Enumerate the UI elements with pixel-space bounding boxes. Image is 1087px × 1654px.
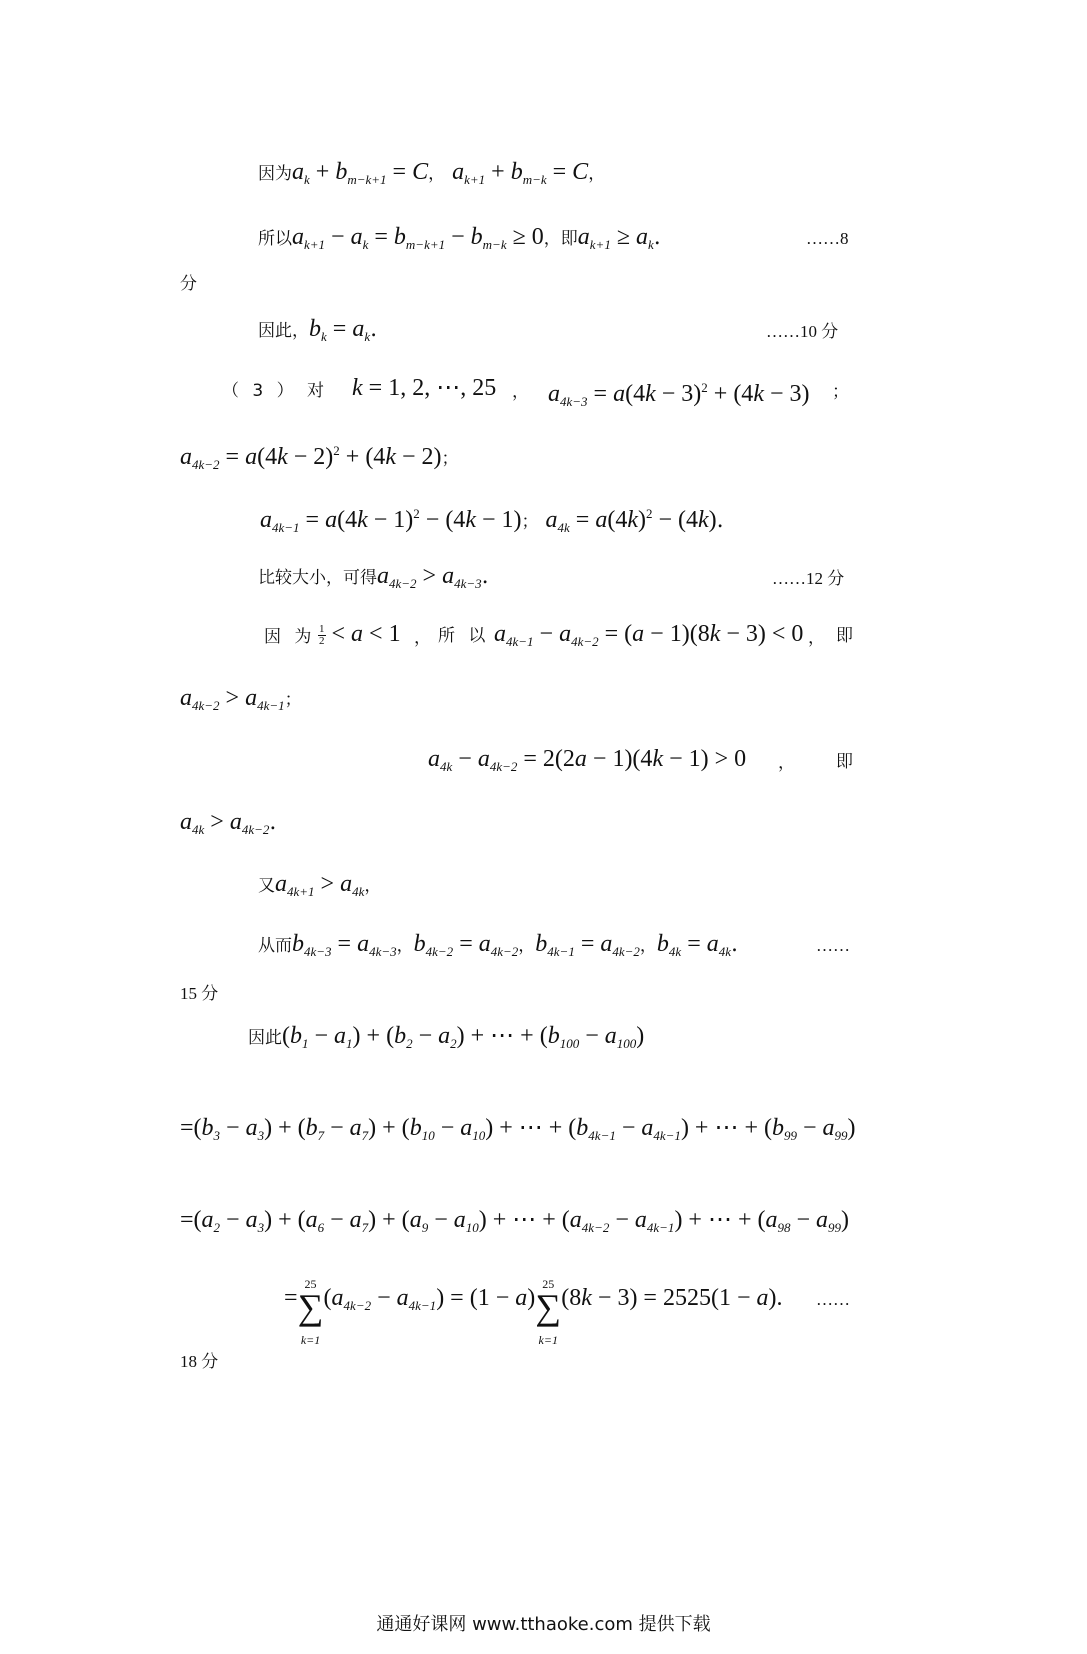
score-8: ……8 xyxy=(806,229,849,248)
footer-text: 通通好课网 www.tthaoke.com 提供下载 xyxy=(376,1614,711,1635)
formula-21: $b_{4k} = a_{4k}$ xyxy=(656,931,732,959)
formula-1: $a_k + b_{m-k+1} = C$ xyxy=(292,159,429,187)
formula-8: $a_{4k-2} = a(4k - 2)^2 + (4k - 2)$ xyxy=(180,443,442,472)
text-ie-2: 即 xyxy=(836,626,853,646)
text-because-2: 因 为 xyxy=(264,627,316,647)
formula-25: = 25 ∑ k=1 $(a_{4k-2} - a_{4k-1}) = (1 - a)$ 25 ∑ k=1 (8k − 3) = 2525(1 − a). xyxy=(284,1277,783,1347)
line-9: $a_{4k-2} > a_{4k-1}$； xyxy=(180,685,302,713)
formula-10: $a_{4k} = a(4k)^2 - (4k)$ xyxy=(545,506,717,535)
text-part3: （ 3 ） 对 xyxy=(222,381,329,401)
text-also: 又 xyxy=(258,876,275,896)
line-6: $a_{4k-1} = a(4k - 1)^2 - (4k - 1)$； $a_{4k} = a(4k)^2 - (4k)$. xyxy=(260,506,724,535)
line-13: 从而$b_{4k-3} = a_{4k-3}$，$b_{4k-2} = a_{4k-2}$，$b_{4k-1} = a_{4k-2}$，$b_{4k} = a_{4k}$. xyxy=(258,931,739,959)
line-12: 又$a_{4k+1} > a_{4k}$， xyxy=(258,871,382,899)
formula-17: $a_{4k+1} > a_{4k}$ xyxy=(275,871,365,899)
line-14 xyxy=(248,1022,644,1058)
formula-20: $b_{4k-1} = a_{4k-2}$ xyxy=(535,931,640,959)
text-thus: 从而 xyxy=(258,936,292,956)
line-2: 所以$a_{k+1} - a_k = b_{m-k+1} - b_{m-k} \ge 0$，即$a_{k+1} \ge a_k$. xyxy=(258,224,661,252)
line-5 xyxy=(180,437,459,479)
comma-2: ， xyxy=(414,628,431,648)
formula-3: $a_{k+1} - a_k = b_{m-k+1} - b_{m-k} \ge 0$ xyxy=(292,224,544,252)
formula-24: $=(a_2 - a_3) + (a_6 - a_7) + (a_9 - a_{10})$ + ⋯ + $(a_{4k-2} - a_{4k-1})$ + ⋯ + $(a_{98} - a_{99})$ xyxy=(180,1207,850,1235)
line-8 xyxy=(264,622,315,651)
formula-4: $a_{k+1} \ge a_k$ xyxy=(577,224,654,252)
formula-11: $a_{4k-2} > a_{4k-3}$ xyxy=(377,563,482,591)
formula-6: k = 1, 2, ⋯, 25 xyxy=(352,375,497,401)
text-so: 所以 xyxy=(258,229,292,249)
formula-18: $b_{4k-3} = a_{4k-3}$ xyxy=(292,931,397,959)
score-8-cont: 分 xyxy=(180,274,197,294)
formula-12: $\frac{1}{2}$ < a < 1 xyxy=(319,621,401,647)
formula-7: $a_{4k-3} = a(4k - 3)^2 + (4k - 3)$ xyxy=(548,380,810,409)
line-3: 因此，$b_k = a_k$. xyxy=(258,316,378,344)
formula-9: $a_{4k-1} = a(4k - 1)^2 - (4k - 1)$ xyxy=(260,506,522,535)
line-7: 比较大小，可得$a_{4k-2} > a_{4k-3}$. xyxy=(258,563,489,591)
comma-1: ， xyxy=(512,382,529,402)
comma-3: ， xyxy=(808,628,825,648)
semicolon-2: ； xyxy=(441,449,459,469)
line-11: $a_{4k} > a_{4k-2}$. xyxy=(180,809,277,837)
text-because: 因为 xyxy=(258,164,292,184)
formula-23: $=(b_3 - a_3) + (b_7 - a_7) + (b_{10} - a_{10})$ + ⋯ + $(b_{4k-1} - a_{4k-1})$ + ⋯ + $(b_{99} - a_{99})$ xyxy=(180,1115,856,1143)
formula-15: $a_{4k} - a_{4k-2} = 2(2a - 1)(4k - 1) > 0$ xyxy=(428,746,747,774)
formula-14: $a_{4k-2} > a_{4k-1}$ xyxy=(180,685,285,713)
formula-5: $b_k = a_k$ xyxy=(309,316,371,344)
score-12: ……12 分 xyxy=(772,569,845,588)
text-therefore: 因此， xyxy=(258,321,309,341)
comma-4: ， xyxy=(778,753,795,773)
text-compare: 比较大小，可得 xyxy=(258,568,377,588)
score-18: …… xyxy=(816,1290,850,1309)
formula-2: $a_{k+1} + b_{m-k} = C$ xyxy=(452,159,589,187)
line-1: 因为$a_k + b_{m-k+1} = C$， $a_{k+1} + b_{m-k} = C$， xyxy=(258,159,606,187)
score-18-cont: 18 分 xyxy=(180,1352,219,1371)
score-15: …… xyxy=(816,936,850,955)
text-so-2: 所 以 xyxy=(438,626,490,646)
formula-13: $a_{4k-1} - a_{4k-2} = (a - 1)(8k - 3) < 0$ xyxy=(494,621,804,649)
score-15-cont: 15 分 xyxy=(180,984,219,1003)
line-4 xyxy=(222,376,328,405)
text-ie: ，即 xyxy=(543,229,578,249)
formula-16: $a_{4k} > a_{4k-2}$ xyxy=(180,809,270,837)
text-hence: 因此 xyxy=(248,1028,282,1048)
formula-22: $(b_1 - a_1) + (b_2 - a_2)$ + ⋯ + $(b_{100} - a_{100})$ xyxy=(282,1023,645,1051)
score-10: ……10 分 xyxy=(766,322,839,341)
text-ie-3: 即 xyxy=(836,752,853,772)
semicolon-1: ； xyxy=(832,382,849,402)
formula-19: $b_{4k-2} = a_{4k-2}$ xyxy=(413,931,519,959)
